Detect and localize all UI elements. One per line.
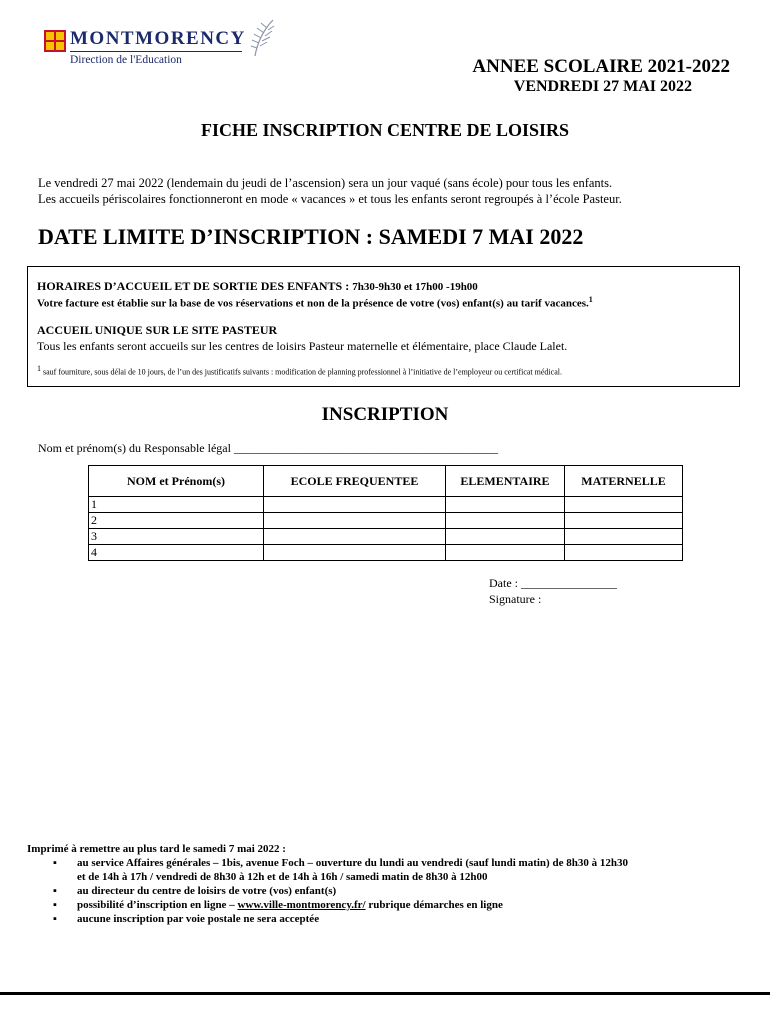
intro-line-2: Les accueils périscolaires fonctionneront en mode « vacances » et tous les enfants seront regroupés à l’école Pasteur. bbox=[38, 192, 622, 206]
logo-name: MONTMORENCY bbox=[70, 28, 246, 49]
instructions-list bbox=[27, 856, 747, 926]
invoice-line bbox=[37, 295, 593, 310]
submission-instructions bbox=[27, 842, 747, 926]
hours-line bbox=[37, 279, 478, 294]
table-row bbox=[89, 513, 683, 529]
col-maternal-header: MATERNELLE bbox=[565, 466, 683, 497]
intro-line-1: Le vendredi 27 mai 2022 (lendemain du jeudi de l’ascension) sera un jour vaqué (sans école) pour tous les enfants. bbox=[38, 176, 613, 190]
item-text-cont: et de 14h à 17h / vendredi de 8h30 à 12h et de 14h à 16h / samedi matin de 8h30 à 12h00 bbox=[77, 871, 488, 883]
hours-value: 7h30-9h30 et 17h00 -19h00 bbox=[352, 281, 478, 293]
item-text: aucune inscription par voie postale ne sera acceptée bbox=[77, 913, 320, 925]
table-row bbox=[89, 497, 683, 513]
intro-text bbox=[38, 175, 738, 207]
bullet-icon: ▪ bbox=[53, 899, 57, 911]
bullet-icon: ▪ bbox=[53, 857, 57, 869]
list-item bbox=[27, 898, 747, 912]
bullet-icon: ▪ bbox=[53, 885, 57, 897]
event-date: VENDREDI 27 MAI 2022 bbox=[513, 78, 692, 95]
info-box bbox=[27, 266, 740, 387]
maternal-cell[interactable] bbox=[565, 513, 683, 529]
school-cell[interactable] bbox=[264, 513, 446, 529]
item-text-post: rubrique démarches en ligne bbox=[365, 899, 503, 911]
maternal-cell[interactable] bbox=[565, 497, 683, 513]
col-name-header: NOM et Prénom(s) bbox=[89, 466, 264, 497]
logo-subtitle: Direction de l'Education bbox=[70, 54, 182, 66]
col-elementary-header: ELEMENTAIRE bbox=[446, 466, 565, 497]
inscription-title: INSCRIPTION bbox=[321, 404, 449, 425]
row-number[interactable]: 2 bbox=[89, 513, 264, 529]
site-text: Tous les enfants seront accueils sur les centres de loisirs Pasteur maternelle et élémentaire, place Claude Lalet. bbox=[37, 339, 568, 353]
row-number[interactable]: 3 bbox=[89, 529, 264, 545]
elementary-cell[interactable] bbox=[446, 545, 565, 561]
col-school-header: ECOLE FREQUENTEE bbox=[264, 466, 446, 497]
item-text: possibilité d’inscription en ligne – bbox=[77, 899, 238, 911]
bullet-icon: ▪ bbox=[53, 913, 57, 925]
row-number[interactable]: 1 bbox=[89, 497, 264, 513]
table-header-row bbox=[89, 466, 683, 497]
table-row bbox=[89, 545, 683, 561]
footnote bbox=[37, 364, 562, 377]
table-row bbox=[89, 529, 683, 545]
item-text: au directeur du centre de loisirs de votre (vos) enfant(s) bbox=[77, 885, 337, 897]
invoice-footnote-ref: 1 bbox=[588, 295, 593, 304]
children-table bbox=[88, 465, 683, 561]
school-year: ANNEE SCOLAIRE 2021-2022 bbox=[472, 56, 730, 77]
date-signature-block bbox=[489, 575, 617, 607]
maternal-cell[interactable] bbox=[565, 529, 683, 545]
school-cell[interactable] bbox=[264, 497, 446, 513]
invoice-text: Votre facture est établie sur la base de vos réservations et non de la présence de votre (vos) enfant(s) au tarif vacances. bbox=[37, 297, 589, 310]
responsible-field[interactable]: Nom et prénom(s) du Responsable légal ____________________________________________ bbox=[38, 441, 498, 455]
coat-of-arms-icon bbox=[44, 30, 66, 52]
maternal-cell[interactable] bbox=[565, 545, 683, 561]
date-field[interactable]: Date : ________________ bbox=[489, 576, 617, 590]
school-cell[interactable] bbox=[264, 545, 446, 561]
elementary-cell[interactable] bbox=[446, 497, 565, 513]
elementary-cell[interactable] bbox=[446, 529, 565, 545]
deadline-heading: DATE LIMITE D’INSCRIPTION : SAMEDI 7 MAI 2022 bbox=[38, 224, 584, 249]
site-title: ACCUEIL UNIQUE SUR LE SITE PASTEUR bbox=[37, 323, 278, 337]
elementary-cell[interactable] bbox=[446, 513, 565, 529]
montmorency-logo bbox=[44, 18, 276, 72]
hours-title: HORAIRES D’ACCUEIL ET DE SORTIE DES ENFANTS : bbox=[37, 279, 353, 293]
row-number[interactable]: 4 bbox=[89, 545, 264, 561]
logo-divider bbox=[70, 51, 242, 52]
list-item bbox=[27, 856, 747, 884]
signature-field[interactable]: Signature : bbox=[489, 592, 542, 606]
bottom-divider bbox=[0, 992, 770, 995]
footnote-ref: 1 bbox=[37, 364, 41, 373]
list-item bbox=[27, 912, 747, 926]
list-item bbox=[27, 884, 747, 898]
feather-icon bbox=[249, 18, 275, 58]
website-link[interactable]: www.ville-montmorency.fr/ bbox=[237, 899, 366, 911]
item-text: au service Affaires générales – 1bis, avenue Foch – ouverture du lundi au vendredi (sauf lundi matin) de 8h30 à 12h30 bbox=[77, 857, 628, 869]
school-cell[interactable] bbox=[264, 529, 446, 545]
form-title: FICHE INSCRIPTION CENTRE DE LOISIRS bbox=[200, 120, 570, 140]
footnote-text: sauf fourniture, sous délai de 10 jours, de l’un des justificatifs suivants : modification de planning professionnel à l’initiative de l’employeur ou certificat médical. bbox=[41, 367, 562, 377]
footer-heading: Imprimé à remettre au plus tard le samedi 7 mai 2022 : bbox=[27, 843, 286, 855]
